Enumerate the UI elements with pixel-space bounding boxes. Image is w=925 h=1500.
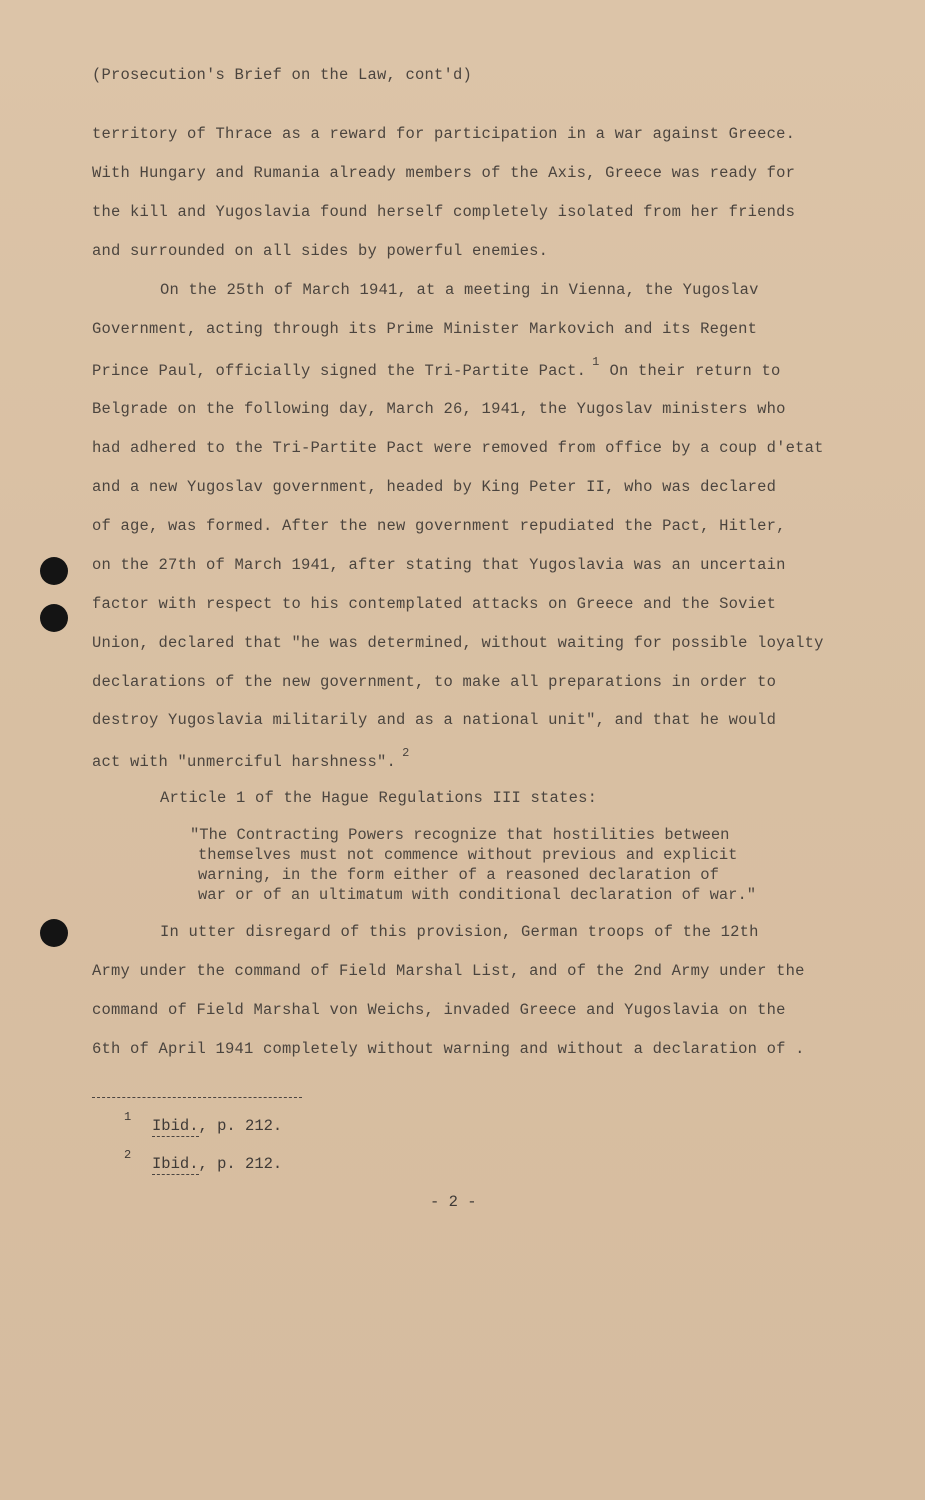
body-line: had adhered to the Tri-Partite Pact were removed from office by a coup d'etat — [92, 439, 824, 457]
body-line: 6th of April 1941 completely without warning and without a declaration of . — [92, 1040, 805, 1058]
body-line: the kill and Yugoslavia found herself completely isolated from her friends — [92, 203, 796, 221]
body-line: factor with respect to his contemplated attacks on Greece and the Soviet — [92, 595, 777, 613]
binder-hole — [40, 604, 68, 632]
block-quote-line: themselves must not commence without previous and explicit — [198, 846, 738, 864]
body-line: on the 27th of March 1941, after stating that Yugoslavia was an uncertain — [92, 556, 786, 574]
body-line: territory of Thrace as a reward for participation in a war against Greece. — [92, 125, 796, 143]
binder-hole — [40, 919, 68, 947]
body-line: On the 25th of March 1941, at a meeting in Vienna, the Yugoslav — [160, 281, 759, 299]
body-line: With Hungary and Rumania already members of the Axis, Greece was ready for — [92, 164, 796, 182]
body-line: In utter disregard of this provision, German troops of the 12th — [160, 923, 759, 941]
binder-hole — [40, 557, 68, 585]
body-line: Army under the command of Field Marshal List, and of the 2nd Army under the — [92, 962, 805, 980]
body-text: On their return to — [609, 362, 781, 381]
body-line: destroy Yugoslavia militarily and as a national unit", and that he would — [92, 711, 777, 729]
article-intro: Article 1 of the Hague Regulations III states: — [160, 789, 598, 807]
footnote-2 — [152, 1155, 282, 1173]
body-line: of age, was formed. After the new government repudiated the Pact, Hitler, — [92, 517, 786, 535]
body-line: command of Field Marshal von Weichs, invaded Greece and Yugoslavia on the — [92, 1001, 786, 1019]
footnote-marker: 2 — [402, 746, 410, 760]
body-line: Union, declared that "he was determined, without waiting for possible loyalty — [92, 634, 824, 652]
body-line-with-footnote — [92, 355, 781, 381]
footnote-page: , p. 212. — [198, 1155, 283, 1173]
footnote-page: , p. 212. — [198, 1117, 283, 1135]
footnote-number: 2 — [124, 1148, 132, 1162]
body-line: and a new Yugoslav government, headed by King Peter II, who was declared — [92, 478, 777, 496]
footnote-separator — [92, 1097, 302, 1098]
running-header: (Prosecution's Brief on the Law, cont'd) — [92, 66, 473, 84]
body-line: and surrounded on all sides by powerful enemies. — [92, 242, 549, 260]
block-quote-line: war or of an ultimatum with conditional declaration of war." — [198, 886, 757, 904]
footnote-marker: 1 — [592, 355, 600, 369]
body-line-with-footnote — [92, 746, 419, 772]
block-quote-line: warning, in the form either of a reasoned declaration of — [198, 866, 719, 884]
footnote-1 — [152, 1117, 282, 1135]
body-text: act with "unmerciful harshness". — [92, 753, 397, 772]
footnote-ref: Ibid. — [152, 1117, 199, 1135]
footnote-ref: Ibid. — [152, 1155, 199, 1173]
block-quote-line: "The Contracting Powers recognize that hostilities between — [190, 826, 730, 844]
page-number: - 2 - — [430, 1193, 477, 1211]
footnote-number: 1 — [124, 1110, 132, 1124]
body-line: Belgrade on the following day, March 26, 1941, the Yugoslav ministers who — [92, 400, 786, 418]
body-text: Prince Paul, officially signed the Tri-Partite Pact. — [92, 362, 587, 381]
body-line: declarations of the new government, to make all preparations in order to — [92, 673, 777, 691]
body-line: Government, acting through its Prime Minister Markovich and its Regent — [92, 320, 758, 338]
